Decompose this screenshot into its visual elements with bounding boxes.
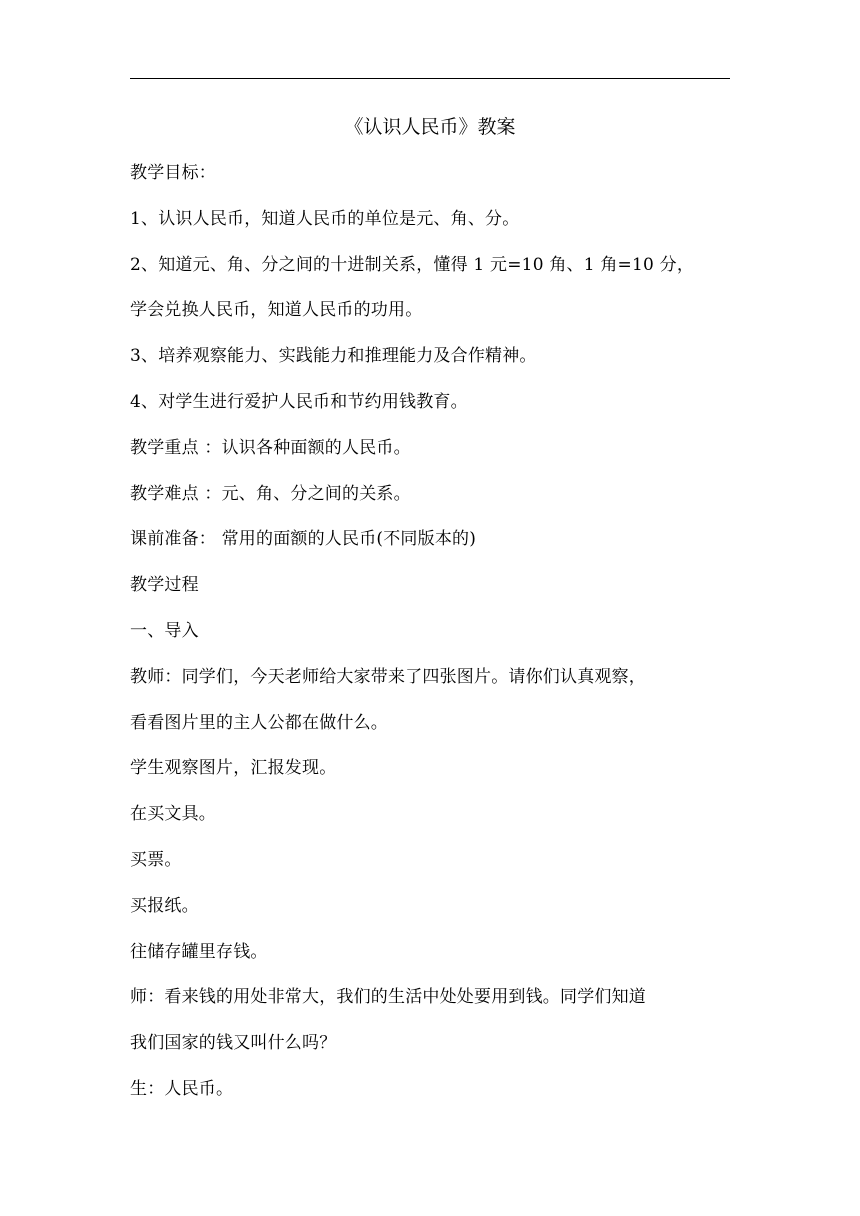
paragraph-line: 买报纸。 [130, 895, 199, 916]
paragraph-line: 师：看来钱的用处非常大，我们的生活中处处要用到钱。同学们知道 [130, 987, 646, 1008]
preparation-line: 课前准备： 常用的面额的人民币(不同版本的) [130, 529, 477, 550]
paragraph-line: 在买文具。 [130, 804, 216, 825]
key-point-line: 教学重点 ：认识各种面额的人民币。 [130, 437, 411, 458]
objective-line: 2、知道元、角、分之间的十进制关系，懂得 1 元=10 角、1 角=10 分， [130, 254, 695, 275]
difficulty-line: 教学难点 ：元、角、分之间的关系。 [130, 483, 411, 504]
objective-line: 学会兑换人民币，知道人民币的功用。 [130, 300, 423, 321]
document-body [130, 159, 740, 1121]
objective-line: 1、认识人民币，知道人民币的单位是元、角、分。 [130, 208, 520, 229]
paragraph-line: 买票。 [130, 849, 182, 870]
header-rule [130, 78, 730, 79]
paragraph-line: 教师：同学们，今天老师给大家带来了四张图片。请你们认真观察， [130, 666, 646, 687]
section-heading-objectives: 教学目标： [130, 163, 216, 183]
paragraph-line: 我们国家的钱又叫什么吗？ [130, 1033, 337, 1054]
paragraph-line: 往储存罐里存钱。 [130, 941, 268, 962]
subsection-heading-intro: 一、导入 [130, 620, 199, 641]
document-title: 《认识人民币》教案 [344, 116, 516, 138]
objective-line: 4、对学生进行爱护人民币和节约用钱教育。 [130, 391, 468, 412]
paragraph-line: 学生观察图片，汇报发现。 [130, 758, 337, 779]
paragraph-line: 看看图片里的主人公都在做什么。 [130, 712, 388, 733]
objective-line: 3、培养观察能力、实践能力和推理能力及合作精神。 [130, 346, 537, 367]
paragraph-line: 生：人民币。 [130, 1078, 234, 1099]
section-heading-process: 教学过程 [130, 575, 199, 596]
